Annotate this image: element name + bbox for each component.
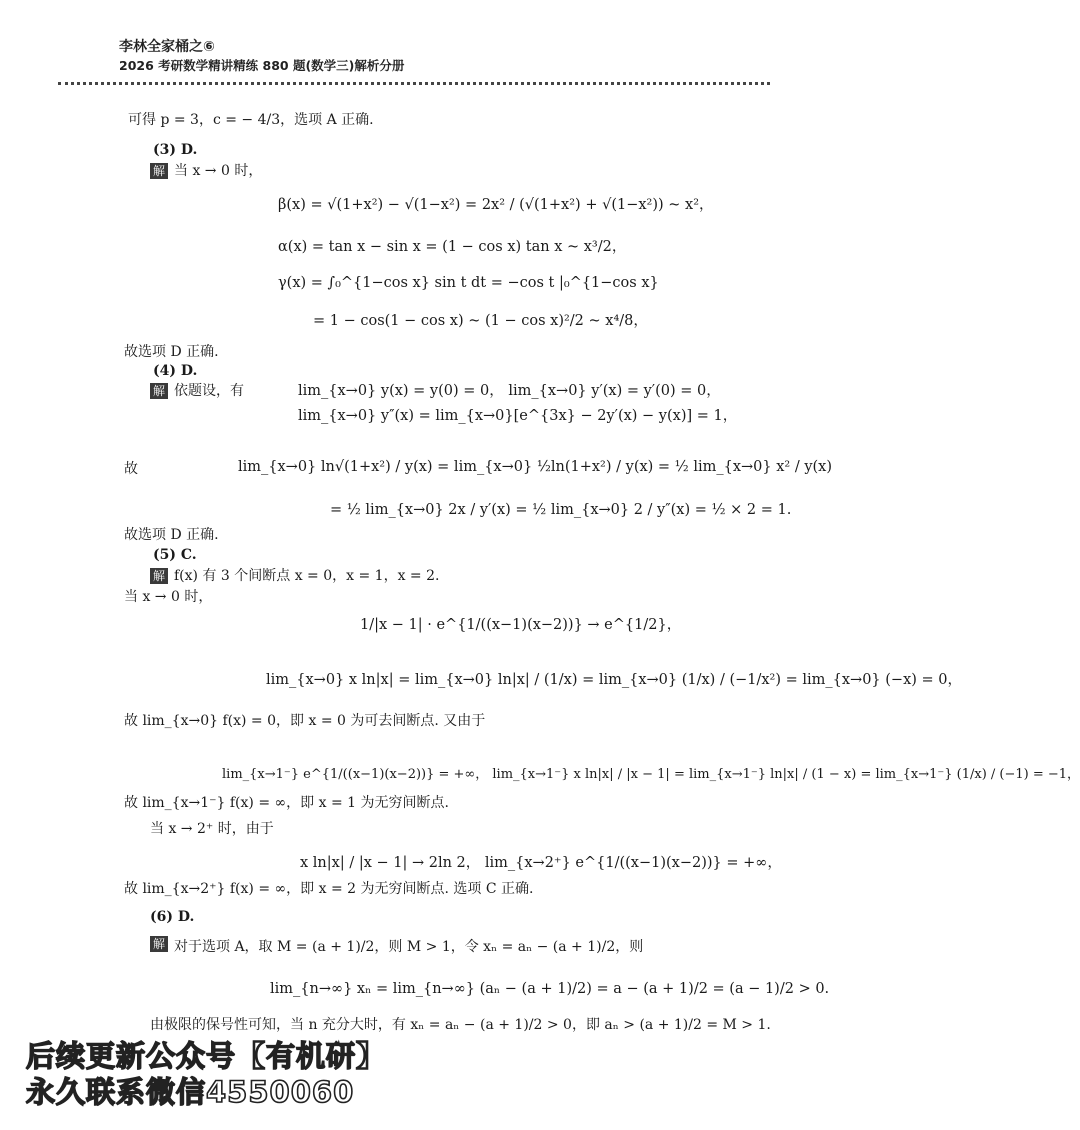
item-3-answer: (3) D. xyxy=(153,142,198,158)
line-infinite-x1: 故 lim_{x→1⁻} f(x) = ∞，即 x = 1 为无穷间断点. xyxy=(124,795,449,811)
item-5-answer: (5) C. xyxy=(153,547,197,563)
formula-xlnx-limit: lim_{x→0} x ln|x| = lim_{x→0} ln|x| / (1/x) = lim_{x→0} (1/x) / (−1/x²) = lim_{x→0} (−x) = 0， xyxy=(266,672,962,688)
watermark-line-1: 后续更新公众号【有机研】 xyxy=(26,1039,387,1073)
line-option-a: 对于选项 A，取 M = (a + 1)/2，则 M > 1，令 xₙ = aₙ − (a + 1)/2，则 xyxy=(174,939,644,955)
formula-gamma: γ(x) = ∫₀^{1−cos x} sin t dt = −cos t |₀^{1−cos x} xyxy=(278,275,659,291)
solution-badge: 解 xyxy=(150,383,168,399)
line-sign-preservation: 由极限的保号性可知，当 n 充分大时，有 xₙ = aₙ − (a + 1)/2 > 0，即 aₙ > (a + 1)/2 = M > 1. xyxy=(150,1017,771,1033)
formula-exp-limit: 1/|x − 1| · e^{1/((x−1)(x−2))} → e^{1/2}， xyxy=(360,617,682,633)
formula-limit-ln: lim_{x→0} ln√(1+x²) / y(x) = lim_{x→0} ½ln(1+x²) / y(x) = ½ lim_{x→0} x² / y(x) xyxy=(238,459,833,475)
formula-gamma-cont: = 1 − cos(1 − cos x) ~ (1 − cos x)²/2 ~ x⁴/8， xyxy=(313,313,648,329)
book-title: 2026 考研数学精讲精练 880 题(数学三)解析分册 xyxy=(119,58,405,73)
line-option-d-correct-1: 故选项 D 正确. xyxy=(124,344,219,360)
line-p-c-conclusion: 可得 p = 3，c = − 4/3，选项 A 正确. xyxy=(128,112,374,128)
line-given: 依题设，有 xyxy=(174,383,244,399)
item-6-answer: (6) D. xyxy=(150,909,195,925)
line-removable: 故 lim_{x→0} f(x) = 0，即 x = 0 为可去间断点. 又由于 xyxy=(124,713,486,729)
formula-limit-xn: lim_{n→∞} xₙ = lim_{n→∞} (aₙ − (a + 1)/2) = a − (a + 1)/2 = (a − 1)/2 > 0. xyxy=(270,981,830,997)
line-infinite-x2: 故 lim_{x→2⁺} f(x) = ∞，即 x = 2 为无穷间断点. 选项 C 正确. xyxy=(124,881,534,897)
formula-limit-y: lim_{x→0} y(x) = y(0) = 0， lim_{x→0} y′(x) = y′(0) = 0， xyxy=(298,383,721,399)
line-when-x-to-0-b: 当 x → 0 时， xyxy=(124,589,213,605)
formula-limit-y-second: lim_{x→0} y″(x) = lim_{x→0}[e^{3x} − 2y′(x) − y(x)] = 1， xyxy=(298,408,738,424)
solution-badge: 解 xyxy=(150,163,168,179)
formula-beta: β(x) = √(1+x²) − √(1−x²) = 2x² / (√(1+x²) + √(1−x²)) ~ x²， xyxy=(278,197,714,213)
header-dotted-divider xyxy=(58,82,770,85)
formula-right-limit-2: x ln|x| / |x − 1| → 2ln 2， lim_{x→2⁺} e^{1/((x−1)(x−2))} = +∞， xyxy=(300,855,782,871)
watermark-line-2: 永久联系微信4550060 xyxy=(26,1075,355,1109)
formula-alpha: α(x) = tan x − sin x = (1 − cos x) tan x ~ x³/2， xyxy=(278,239,627,255)
book-series-title: 李林全家桶之⑥ xyxy=(119,39,215,55)
formula-limit-ln-cont: = ½ lim_{x→0} 2x / y′(x) = ½ lim_{x→0} 2 / y″(x) = ½ × 2 = 1. xyxy=(330,502,792,518)
formula-left-limit-1: lim_{x→1⁻} e^{1/((x−1)(x−2))} = +∞， lim_{x→1⁻} x ln|x| / |x − 1| = lim_{x→1⁻} ln|x| / (1 − x) = lim_{x→1⁻} (1/x) / (−1) = −1， xyxy=(222,767,1080,782)
line-option-d-correct-2: 故选项 D 正确. xyxy=(124,527,219,543)
item-4-answer: (4) D. xyxy=(153,363,198,379)
solution-badge: 解 xyxy=(150,568,168,584)
line-when-x-to-2: 当 x → 2⁺ 时，由于 xyxy=(150,821,274,837)
line-therefore: 故 xyxy=(124,461,138,477)
line-when-x-to-0: 当 x → 0 时， xyxy=(174,163,263,179)
line-discontinuities: f(x) 有 3 个间断点 x = 0，x = 1，x = 2. xyxy=(174,568,440,584)
solution-badge: 解 xyxy=(150,936,168,952)
